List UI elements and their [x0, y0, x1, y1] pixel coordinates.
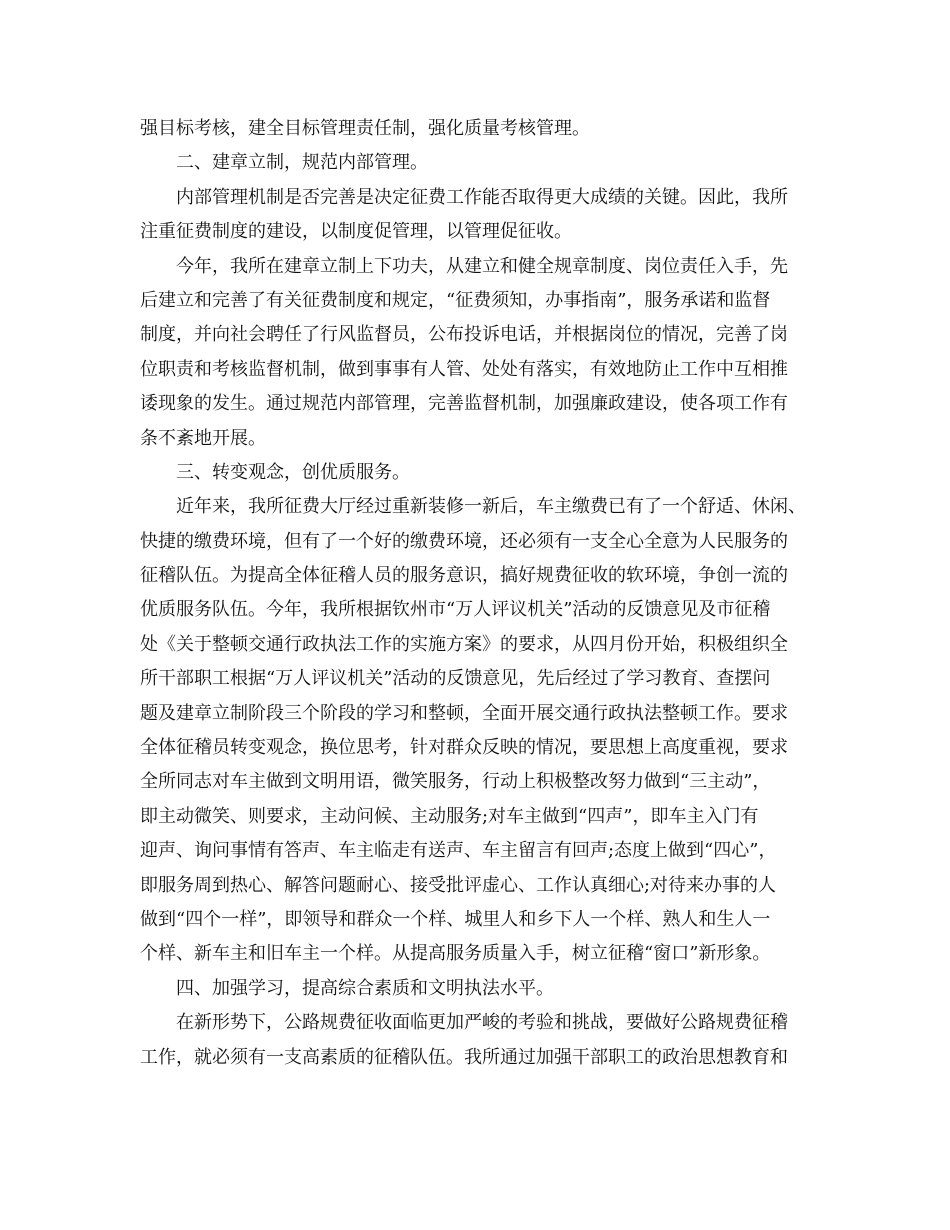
- text-line: 迎声、询问事情有答声、车主临走有送声、车主留言有回声;态度上做到“四心”，: [140, 840, 777, 862]
- text-line: 个样、新车主和旧车主一个样。从提高服务质量入手，树立征稽“窗口”新形象。: [140, 943, 771, 965]
- document-body: [140, 112, 812, 1075]
- text-line: 工作，就必须有一支高素质的征稽队伍。我所通过加强干部职工的政治思想教育和: [140, 1046, 788, 1068]
- text-line: 做到“四个一样”，即领导和群众一个样、城里人和乡下人一个样、熟人和生人一: [140, 908, 771, 930]
- text-line: 全所同志对车主做到文明用语，微笑服务，行动上积极整改努力做到“三主动”，: [140, 771, 771, 793]
- text-line: 优质服务队伍。今年，我所根据钦州市“万人评议机关”活动的反馈意见及市征稽: [140, 599, 771, 621]
- text-line: 今年，我所在建章立制上下功夫，从建立和健全规章制度、岗位责任入手，先: [176, 255, 788, 277]
- text-line: 处《关于整顿交通行政执法工作的实施方案》的要求，从四月份开始，积极组织全: [140, 633, 788, 655]
- text-line: 内部管理机制是否完善是决定征费工作能否取得更大成绩的关键。因此，我所: [176, 186, 788, 208]
- text-line: 二、建章立制，规范内部管理。: [176, 152, 428, 174]
- text-line: 全体征稽员转变观念，换位思考，针对群众反映的情况，要思想上高度重视，要求: [140, 737, 788, 759]
- text-line: 后建立和完善了有关征费制度和规定，“征费须知，办事指南”，服务承诺和监督: [140, 289, 771, 311]
- text-line: 近年来，我所征费大厅经过重新装修一新后，车主缴费已有了一个舒适、休闲、: [176, 496, 806, 518]
- text-line: 即主动微笑、则要求，主动问候、主动服务;对车主做到“四声”，即车主入门有: [140, 805, 759, 827]
- text-line: 快捷的缴费环境，但有了一个好的缴费环境，还必须有一支全心全意为人民服务的: [140, 530, 788, 552]
- text-line: 条不紊地开展。: [140, 427, 266, 449]
- text-line: 征稽队伍。为提高全体征稽人员的服务意识，搞好规费征收的软环境，争创一流的: [140, 565, 788, 587]
- text-line: 所干部职工根据“万人评议机关”活动的反馈意见，先后经过了学习教育、查摆问: [140, 668, 771, 690]
- text-line: 题及建章立制阶段三个阶段的学习和整顿，全面开展交通行政执法整顿工作。要求: [140, 702, 788, 724]
- text-line: 制度，并向社会聘任了行风监督员，公布投诉电话，并根据岗位的情况，完善了岗: [140, 324, 788, 346]
- text-line: 在新形势下，公路规费征收面临更加严峻的考验和挑战，要做好公路规费征稽: [176, 1012, 788, 1034]
- text-line: 诿现象的发生。通过规范内部管理，完善监督机制，加强廉政建设，使各项工作有: [140, 393, 788, 415]
- text-line: 即服务周到热心、解答问题耐心、接受批评虚心、工作认真细心;对待来办事的人: [140, 874, 777, 896]
- text-line: 位职责和考核监督机制，做到事事有人管、处处有落实，有效地防止工作中互相推: [140, 358, 788, 380]
- text-line: 强目标考核，建全目标管理责任制，强化质量考核管理。: [140, 118, 590, 139]
- text-line: 注重征费制度的建设，以制度促管理，以管理促征收。: [140, 221, 572, 243]
- text-line: 四、加强学习，提高综合素质和文明执法水平。: [176, 977, 554, 999]
- text-line: 三、转变观念，创优质服务。: [176, 461, 410, 483]
